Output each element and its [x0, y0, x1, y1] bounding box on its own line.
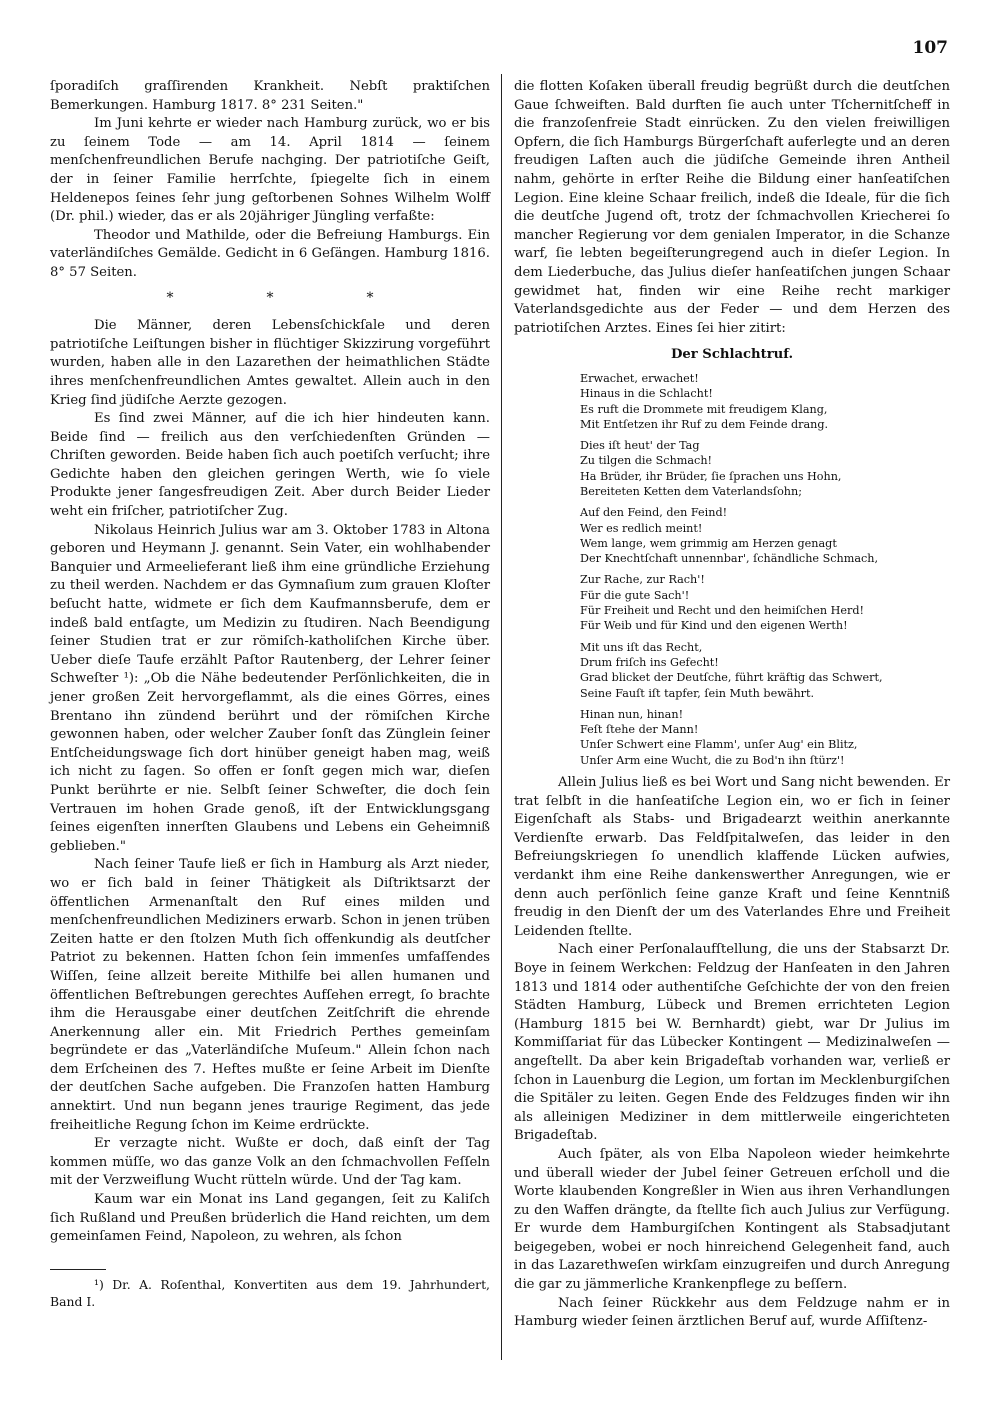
- paragraph: Die Männer, deren Lebensſchickſale und deren patriotiſche Leiſtungen bisher in flüchtiger Skizzirung vorgeführt wurden, haben alle in den Lazarethen der heimathlichen Städte ihres menſchenfreundlichen Amtes gewaltet. Allein auch in den Krieg ſind jüdiſche Aerzte gezogen.: [50, 318, 490, 408]
- poem-line: Erwachet, erwachet!: [580, 371, 699, 385]
- poem-line: Es ruft die Drommete mit freudigem Klang,: [580, 402, 828, 416]
- poem-stanza: [580, 371, 950, 432]
- poem-line: Zur Rache, zur Rach'!: [580, 573, 705, 587]
- poem-line: Dies iſt heut' der Tag: [580, 439, 700, 453]
- poem-line: Hinaus in die Schlacht!: [580, 387, 713, 401]
- paragraph: Er verzagte nicht. Wußte er doch, daß einſt der Tag kommen müſſe, wo das ganze Volk an den ſchmachvollen Feſſeln mit der Verzweiflung Wucht rütteln würde. Und der Tag kam.: [50, 1136, 490, 1189]
- paragraph: die flotten Koſaken überall freudig begrüßt durch die deutſchen Gaue ſchweiften. Bald durften ſie auch unter Tſchernitſcheff in die franzoſenfreie Stadt einrücken. Zu den vielen freiwilligen Opfern, die ſich Hamburgs Bürgerſchaft auferlegte und an deren freudigen Laſten auch die jüdiſche Gemeinde ihren Antheil nahm, gehörte in erſter Reihe die Bildung einer hanſeatiſchen Legion. Eine kleine Schaar freilich, indeß die Ideale, für die ſich die deutſche Jugend oft, trotz der ſchmachvollen Kriecherei ſo mancher Regierung vor dem genialen Imperator, in die Schanze warf, ſie lebten begeiſterungregend auch in dieſer Legion. In dem Liederbuche, das Julius dieſer hanſeatiſchen jungen Schaar gewidmet hat, finden wir eine Reihe recht markiger Vaterlandsgedichte aus der Feder — und dem Herzen des patriotiſchen Arztes. Eines ſei hier zitirt:: [514, 79, 950, 336]
- poem-line: Wem lange, wem grimmig am Herzen genagt: [580, 536, 837, 550]
- poem-line: Zu tilgen die Schmach!: [580, 454, 713, 468]
- paragraph: Es ſind zwei Männer, auf die ich hier hindeuten kann. Beide ſind — freilich aus den verſchiedenſten Gründen — Chriſten geworden. Beide haben ſich auch poetiſch verſucht; ihre Gedichte haben den gleichen geringen Werth, wie ſo viele Produkte jener ſangesfreudigen Zeit. Aber durch Beider Lieder weht ein friſcher, patriotiſcher Zug.: [50, 411, 490, 520]
- poem-stanza: [580, 640, 950, 701]
- star: *: [366, 289, 374, 306]
- paragraph: Nach ſeiner Taufe ließ er ſich in Hamburg als Arzt nieder, wo er ſich bald in ſeiner Thätigkeit als Diſtriktsarzt der öffentlichen Armenanſtalt den Ruf eines milden und menſchenfreundlichen Mediziners erwarb. Schon in jenen trüben Zeiten hatte er den ſtolzen Muth ſich offenkundig als deutſcher Patriot zu bekennen. Hatten ſchon ſein immenſes umfaſſendes Wiſſen, ſeine allzeit bereite Mithilfe bei allen humanen und öffentlichen Beſtrebungen gerechtes Aufſehen erregt, ſo brachte ihm die Herausgabe einer deutſchen Zeitſchrift die ehrende Anerkennung aller ein. Mit Friedrich Perthes gemeinſam begründete er das „Vaterländiſche Muſeum." Allein ſchon nach dem Erſcheinen des 7. Heftes mußte er ſeine Arbeit im Dienſte der deutſchen Sache aufgeben. Die Franzoſen hatten Hamburg annektirt. Und nun begann jenes traurige Regiment, das jede freiheitliche Regung ſchon im Keime erdrückte.: [50, 857, 490, 1133]
- poem-line: Der Knechtſchaft unnennbar', ſchändliche Schmach,: [580, 552, 879, 566]
- star: *: [166, 289, 174, 306]
- poem-line: Unſer Schwert eine Flamm', unſer Aug' ein Blitz,: [580, 738, 858, 752]
- poem-title: Der Schlachtruf.: [670, 347, 794, 363]
- footnote: ¹) Dr. A. Roſenthal, Konvertiten aus dem 19. Jahrhundert, Band I.: [50, 1276, 490, 1309]
- paragraph: Auch ſpäter, als von Elba Napoleon wieder heimkehrte und überall wieder der Jubel ſeiner Getreuen erſcholl und die Worte klaubenden Kongreßler in Wien aus ihren Verhandlungen zu den Waffen drängte, da ſtellte ſich auch Julius zur Verfügung. Er wurde dem Hamburgiſchen Kontingent als Stabsadjutant beigegeben, wobei er noch hinreichend Gelegenheit fand, auch in das Lazarethweſen wirkſam einzugreifen und durch Anregung die gar zu jämmerliche Krankenpflege zu beſſern.: [514, 1146, 950, 1293]
- footnote-rule: [50, 1269, 106, 1270]
- paragraph: Allein Julius ließ es bei Wort und Sang nicht bewenden. Er trat ſelbſt in die hanſeatiſche Legion ein, wo er ſich in ſeiner Eigenſchaft als Stabs- und Brigadearzt weithin anerkannte Verdienſte erwarb. Das Feldſpitalweſen, das leider in den Befreiungskriegen ſo unendlich klaffende Lücken aufwies, verdankt ihm eine Reihe dankenswerther Anregungen, wie er denn auch perſönlich ſeine ganze Kraft und ſeine Kenntniß freudig in den Dienſt der um des Vaterlandes Ehre und Freiheit Leidenden ſtellte.: [514, 775, 950, 939]
- poem-line: Für die gute Sach'!: [580, 588, 690, 602]
- poem-line: Mit uns iſt das Recht,: [580, 640, 703, 654]
- right-column: [514, 78, 950, 1332]
- paragraph: ſporadiſch graſſirenden Krankheit. Nebſt praktiſchen Bemerkungen. Hamburg 1817. 8° 231 Seiten.": [50, 79, 490, 113]
- page-number: 107: [912, 38, 948, 58]
- poem-line: Unſer Arm eine Wucht, die zu Bod'n ihn ſtürz'!: [580, 753, 845, 767]
- poem-stanza: [580, 707, 950, 768]
- poem: [514, 371, 950, 768]
- poem-line: Für Weib und für Kind und den eigenen Werth!: [580, 619, 848, 633]
- paragraph: Im Juni kehrte er wieder nach Hamburg zurück, wo er bis zu ſeinem Tode — am 14. April 1814 — ſeinem menſchenfreundlichen Berufe nachging. Der patriotiſche Geiſt, der in ſeiner Familie herrſchte, ſpiegelte ſich in einem Heldenepos ſeines ſehr jung geſtorbenen Sohnes Wilhelm Wolff (Dr. phil.) wieder, das er als 20jähriger Jüngling verfaßte:: [50, 116, 490, 225]
- paragraph: Kaum war ein Monat ins Land gegangen, ſeit zu Kaliſch ſich Rußland und Preußen brüderlich die Hand reichten, um dem gemeinſamen Feind, Napoleon, zu wehren, als ſchon: [50, 1192, 490, 1245]
- column-divider: [501, 74, 502, 1360]
- poem-line: Hinan nun, hinan!: [580, 707, 684, 721]
- paragraph: Nach einer Perſonalaufſtellung, die uns der Stabsarzt Dr. Boye in ſeinem Werkchen: Feldzug der Hanſeaten in den Jahren 1813 und 1814 oder authentiſche Geſchichte der von den freien Städten Hamburg, Lübeck und Bremen errichteten Legion (Hamburg 1815 bei W. Bernhardt) giebt, war Dr Julius im Kommiſſariat für das Lübecker Kontingent — Medizinalweſen — angeſtellt. Da aber kein Brigadeſtab vorhanden war, verließ er ſchon in Lauenburg die Legion, um fortan im Mecklenburgiſchen die Spitäler zu leiten. Gegen Ende des Feldzuges finden wir ihn als alleinigen Mediziner in dem mittlerweile eingerichteten Brigadeſtab.: [514, 942, 950, 1144]
- paragraph: Nikolaus Heinrich Julius war am 3. Oktober 1783 in Altona geboren und Heymann J. genannt. Sein Vater, ein wohlhabender Banquier und Armeelieferant ließ ihm eine gründliche Erziehung zu theil werden. Nachdem er das Gymnaſium zum grauen Kloſter beſucht hatte, widmete er ſich dem Kaufmannsberufe, dem er indeß bald entſagte, um Medizin zu ſtudiren. Nach Beendigung ſeiner Studien trat er zur römiſch-katholiſchen Kirche über. Ueber dieſe Taufe erzählt Paſtor Rautenberg, der Lehrer ſeiner Schweſter ¹): „Ob die Nähe bedeutender Perſönlichkeiten, die in jener großen Zeit hervorgeflammt, als die eines Görres, eines Brentano ihn zündend berührt und der römiſchen Kirche gewonnen haben, oder welcher Zauber ſonſt das Zünglein ſeiner Entſcheidungswage ſich dort hinüber geneigt haben mag, weiß ich nicht zu ſagen. So offen er ſonſt gegen mich war, dieſen Punkt berührte er nie. Selbſt ſeiner Schweſter, die doch ſein Vertrauen im hohen Grade genoß, iſt der Entwicklungsgang ſeines eigenſten innerſten Glaubens und Lebens ein Geheimniß geblieben.": [50, 522, 490, 854]
- left-column: [50, 78, 490, 1310]
- poem-line: Drum friſch ins Gefecht!: [580, 655, 719, 669]
- poem-line: Grad blicket der Deutſche, führt kräftig das Schwert,: [580, 671, 883, 685]
- book-title-paragraph: Theodor und Mathilde, oder die Befreiung Hamburgs. Ein vaterländiſches Gemälde. Gedicht in 6 Geſängen. Hamburg 1816. 8° 57 Seiten.: [50, 227, 490, 280]
- section-separator: [50, 283, 490, 318]
- poem-line: Auf den Feind, den Feind!: [580, 506, 728, 520]
- poem-stanza: [580, 438, 950, 499]
- poem-line: Bereiteten Ketten dem Vaterlandsſohn;: [580, 484, 802, 498]
- poem-line: Für Freiheit und Recht und den heimiſchen Herd!: [580, 604, 864, 618]
- paragraph: Nach ſeiner Rückkehr aus dem Feldzuge nahm er in Hamburg wieder ſeinen ärztlichen Beruf auf, wurde Aſſiſtenz-: [514, 1295, 950, 1330]
- poem-stanza: [580, 572, 950, 633]
- poem-line: Seine Fauſt iſt tapfer, ſein Muth bewährt.: [580, 686, 815, 700]
- poem-line: Mit Entſetzen ihr Ruf zu dem Feinde drang.: [580, 417, 829, 431]
- star: *: [266, 289, 274, 306]
- poem-line: Ha Brüder, ihr Brüder, ſie ſprachen uns Hohn,: [580, 469, 842, 483]
- poem-stanza: [580, 505, 950, 566]
- poem-line: Wer es redlich meint!: [580, 521, 703, 535]
- poem-line: Feſt ſtehe der Mann!: [580, 723, 699, 737]
